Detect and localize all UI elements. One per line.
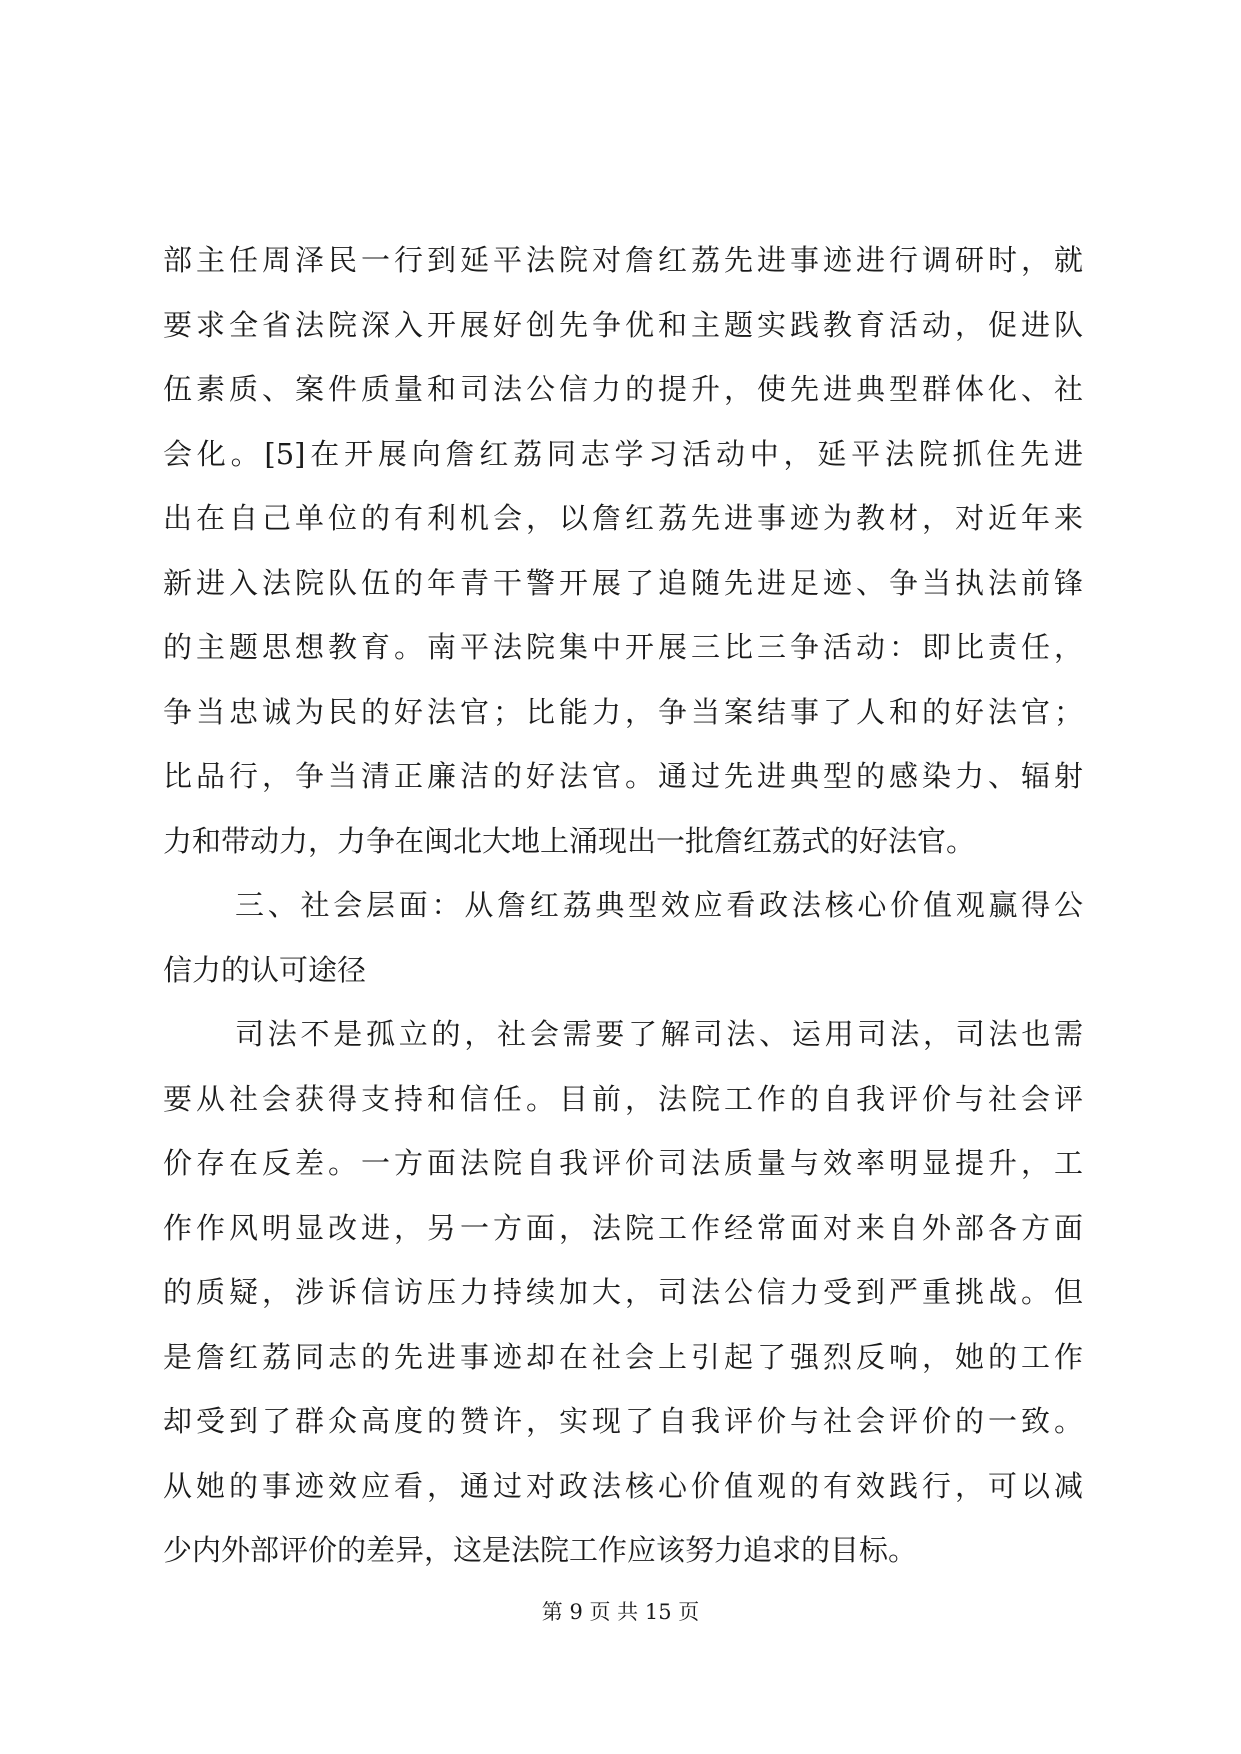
body-line: 作作风明显改进，另一方面，法院工作经常面对来自外部各方面 [163,1210,1083,1245]
body-line: 比品行，争当清正廉洁的好法官。通过先进典型的感染力、辐射 [163,759,1083,793]
body-line: 部主任周泽民一行到延平法院对詹红荔先进事迹进行调研时，就 [163,243,1083,277]
body-line: 要求全省法院深入开展好创先争优和主题实践教育活动，促进队 [163,307,1083,342]
body-line: 出在自己单位的有利机会，以詹红荔先进事迹为教材，对近年来 [163,501,1083,535]
paragraph-first-line: 司法不是孤立的，社会需要了解司法、运用司法，司法也需 [235,1017,1083,1051]
body-line: 伍素质、案件质量和司法公信力的提升，使先进典型群体化、社 [163,372,1083,406]
section-heading: 三、社会层面：从詹红荔典型效应看政法核心价值观赢得公 [235,888,1083,922]
section-heading-continuation: 信力的认可途径 [163,952,367,987]
body-line: 却受到了群众高度的赞许，实现了自我评价与社会评价的一致。 [163,1404,1083,1438]
document-body [163,228,1083,1583]
body-line: 新进入法院队伍的年青干警开展了追随先进足迹、争当执法前锋 [163,565,1083,600]
body-line: 争当忠诚为民的好法官；比能力，争当案结事了人和的好法官； [163,694,1083,729]
body-line: 力和带动力，力争在闽北大地上涌现出一批詹红荔式的好法官。 [163,823,976,858]
body-line: 从她的事迹效应看，通过对政法核心价值观的有效践行，可以减 [163,1468,1083,1503]
body-line: 的质疑，涉诉信访压力持续加大，司法公信力受到严重挑战。但 [163,1275,1083,1309]
body-line: 少内外部评价的差异，这是法院工作应该努力追求的目标。 [163,1533,918,1567]
body-line: 的主题思想教育。南平法院集中开展三比三争活动：即比责任， [163,630,1083,664]
body-line: 要从社会获得支持和信任。目前，法院工作的自我评价与社会评 [163,1081,1083,1116]
body-line: 价存在反差。一方面法院自我评价司法质量与效率明显提升，工 [163,1146,1083,1180]
body-line: 会化。[5]在开展向詹红荔同志学习活动中，延平法院抓住先进 [163,436,1083,471]
page-number-footer: 第 9 页 共 15 页 [541,1600,700,1624]
body-line: 是詹红荔同志的先进事迹却在社会上引起了强烈反响，她的工作 [163,1339,1083,1374]
